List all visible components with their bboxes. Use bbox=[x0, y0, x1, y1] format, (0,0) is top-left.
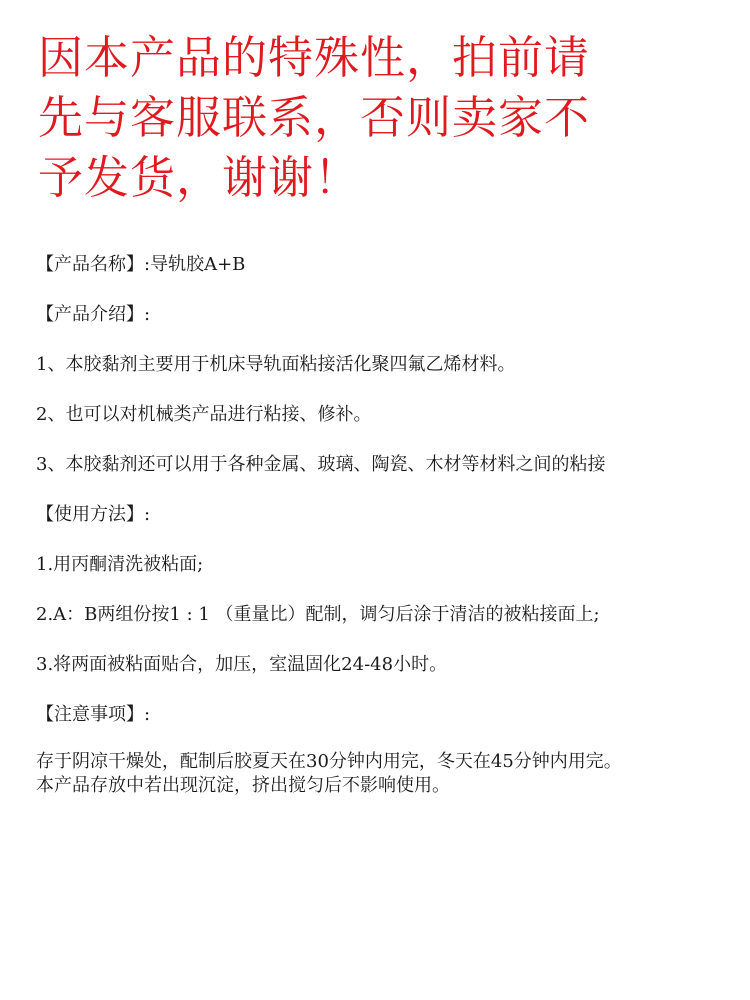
intro-item-2: 2、也可以对机械类产品进行粘接、修补。 bbox=[36, 404, 372, 425]
intro-item-1: 1、本胶黏剂主要用于机床导轨面粘接活化聚四氟乙烯材料。 bbox=[36, 354, 516, 375]
intro-heading: 【产品介绍】: bbox=[36, 304, 151, 325]
usage-step-1: 1.用丙酮清洗被粘面; bbox=[36, 554, 204, 575]
purchase-notice bbox=[38, 28, 728, 208]
usage-step-2: 2.A：B两组份按1 : 1 （重量比）配制，调匀后涂于清洁的被粘接面上; bbox=[36, 604, 600, 625]
product-name-row bbox=[36, 250, 245, 276]
intro-item-3: 3、本胶黏剂还可以用于各种金属、玻璃、陶瓷、木材等材料之间的粘接 bbox=[36, 454, 606, 475]
notes-line-1: 存于阴凉干燥处，配制后胶夏天在30分钟内用完，冬天在45分钟内用完。 bbox=[36, 751, 622, 772]
notice-line-2: 先与客服联系，否则卖家不 bbox=[38, 91, 591, 144]
notes-heading: 【注意事项】: bbox=[36, 704, 151, 725]
usage-step-3: 3.将两面被粘面贴合，加压，室温固化24-48小时。 bbox=[36, 654, 448, 675]
notice-line-3: 予发货，谢谢！ bbox=[38, 151, 361, 204]
notes-paragraph bbox=[36, 750, 622, 798]
usage-heading: 【使用方法】: bbox=[36, 504, 151, 525]
notes-line-2: 本产品存放中若出现沉淀，挤出搅匀后不影响使用。 bbox=[36, 775, 450, 796]
product-name-label: 【产品名称】: bbox=[36, 254, 151, 275]
product-name-value: 导轨胶A+B bbox=[150, 254, 246, 275]
notice-line-1: 因本产品的特殊性，拍前请 bbox=[38, 31, 591, 84]
